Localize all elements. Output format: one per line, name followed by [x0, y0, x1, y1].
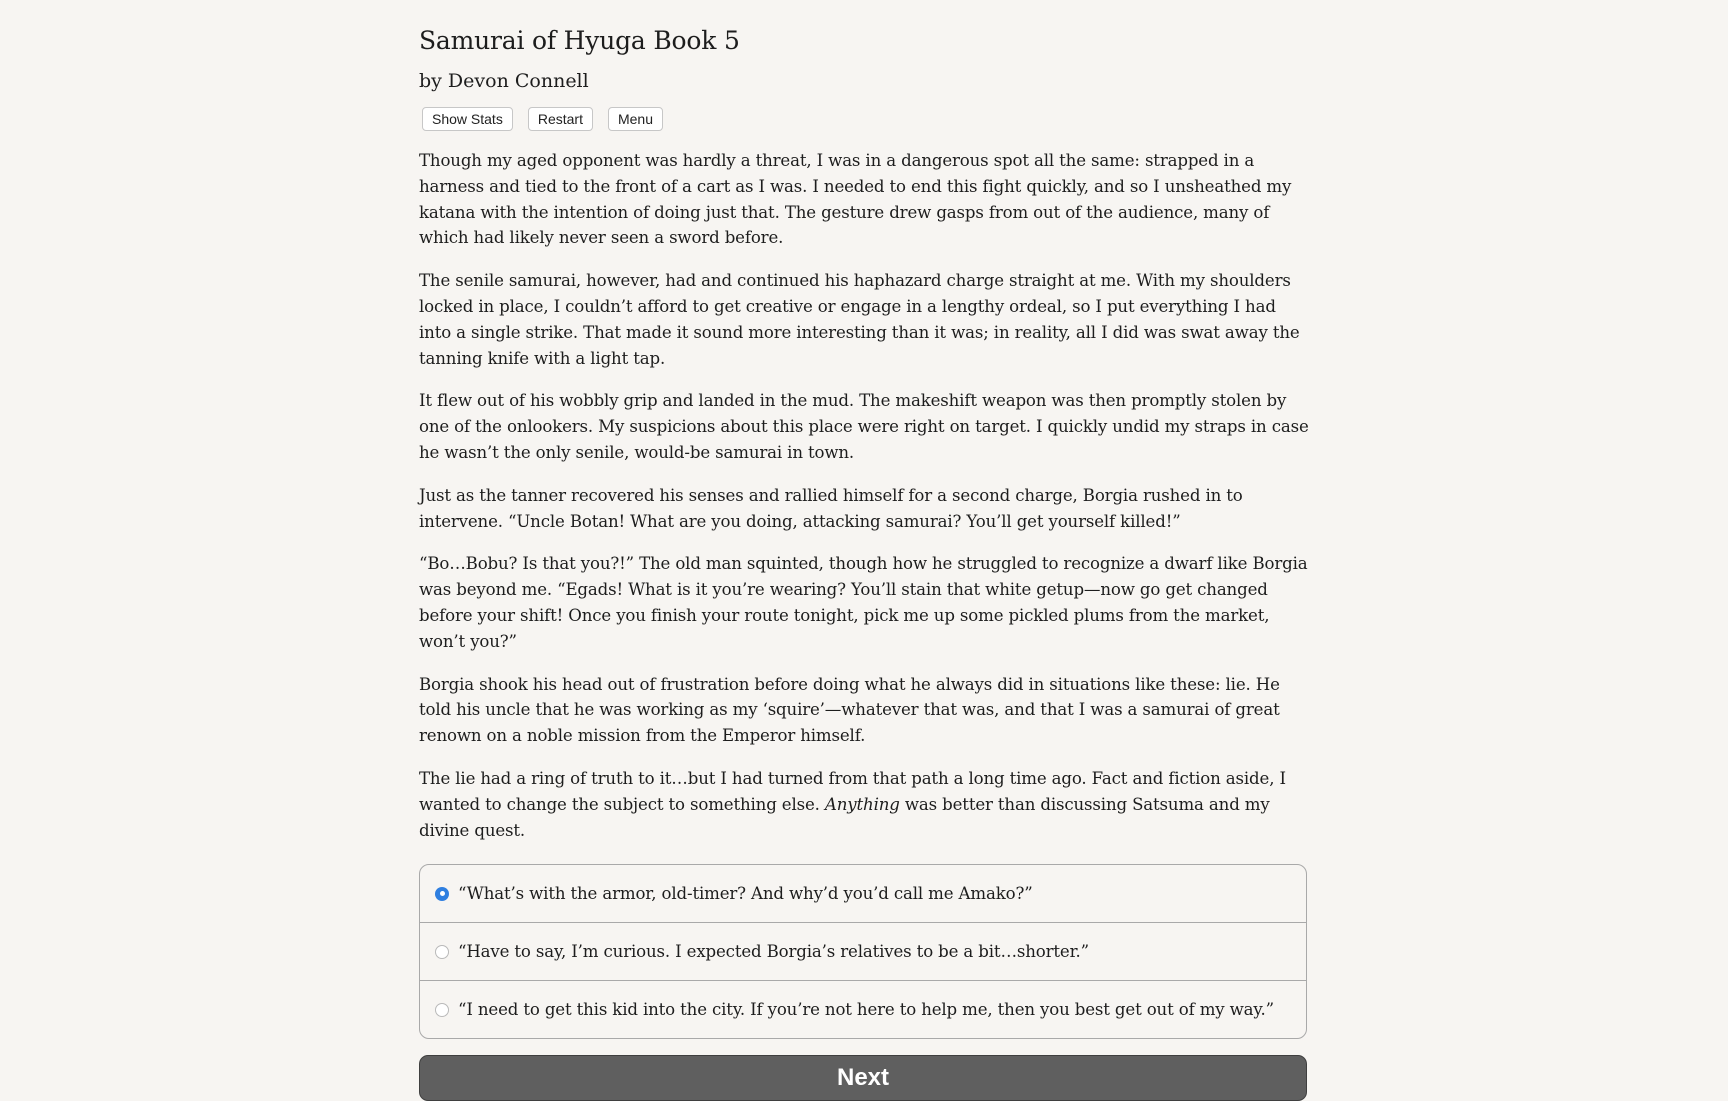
game-title: Samurai of Hyuga Book 5	[419, 26, 740, 55]
radio-unselected-icon[interactable]	[435, 945, 449, 959]
choice-label: “What’s with the armor, old-timer? And why’d you’d call me Amako?”	[458, 884, 1033, 904]
toolbar	[419, 107, 1309, 131]
story-paragraph-6: Borgia shook his head out of frustration before doing what he always did in situations like these: lie. He told his uncle that he was working as my ‘squire’—whatever that was, and that I was a samurai of great renown on a noble mission from the Emperor himself.	[419, 674, 1280, 746]
story-paragraph-1: Though my aged opponent was hardly a threat, I was in a dangerous spot all the same: strapped in a harness and tied to the front of a cart as I was. I needed to end this fight quickly, and so I unsheathed my katana with the intention of doing just that. The gesture drew gasps from out of the audience, many of which had likely never seen a sword before.	[419, 151, 1292, 248]
next-button[interactable]: Next	[419, 1055, 1307, 1101]
choice-option-3[interactable]	[420, 980, 1306, 1038]
menu-button[interactable]: Menu	[608, 107, 663, 131]
choice-list	[419, 864, 1307, 1039]
radio-unselected-icon[interactable]	[435, 1003, 449, 1017]
choice-label: “I need to get this kid into the city. If you’re not here to help me, then you best get out of my way.”	[458, 1000, 1274, 1020]
choice-option-1[interactable]	[420, 865, 1306, 922]
story-paragraph-5: “Bo…Bobu? Is that you?!” The old man squinted, though how he struggled to recognize a dwarf like Borgia was beyond me. “Egads! What is it you’re wearing? You’ll stain that white getup—now go get changed before your shift! Once you finish your route tonight, pick me up some pickled plums from the market, won’t you?”	[419, 554, 1308, 651]
story-paragraph-3: It flew out of his wobbly grip and landed in the mud. The makeshift weapon was then promptly stolen by one of the onlookers. My suspicions about this place were right on target. I quickly undid my straps in case he wasn’t the only senile, would-be samurai in town.	[419, 391, 1309, 462]
game-page	[419, 26, 1309, 1101]
choice-label: “Have to say, I’m curious. I expected Borgia’s relatives to be a bit…shorter.”	[458, 942, 1090, 962]
story-text-segment: was better than discussing Satsuma and my divine quest.	[419, 794, 1270, 840]
radio-selected-icon[interactable]	[435, 887, 449, 901]
story-text-segment: The lie had a ring of truth to it…but I had turned from that path a long time ago. Fact and fiction aside, I wanted to change the subject to something else.	[419, 768, 1286, 814]
story-paragraph-4: Just as the tanner recovered his senses and rallied himself for a second charge, Borgia rushed in to intervene. “Uncle Botan! What are you doing, attacking samurai? You’ll get yourself killed!”	[419, 485, 1243, 531]
choice-option-2[interactable]	[420, 922, 1306, 980]
restart-button[interactable]: Restart	[528, 107, 593, 131]
story-text	[419, 148, 1309, 843]
story-paragraph-2: The senile samurai, however, had and continued his haphazard charge straight at me. With my shoulders locked in place, I couldn’t afford to get creative or engage in a lengthy ordeal, so I put everything I had into a single strike. That made it sound more interesting than it was; in reality, all I did was swat away the tanning knife with a light tap.	[419, 271, 1300, 368]
story-paragraph-7	[419, 766, 1309, 843]
show-stats-button[interactable]: Show Stats	[422, 107, 513, 131]
author-byline: by Devon Connell	[419, 70, 589, 92]
story-emphasis: Anything	[824, 794, 900, 814]
